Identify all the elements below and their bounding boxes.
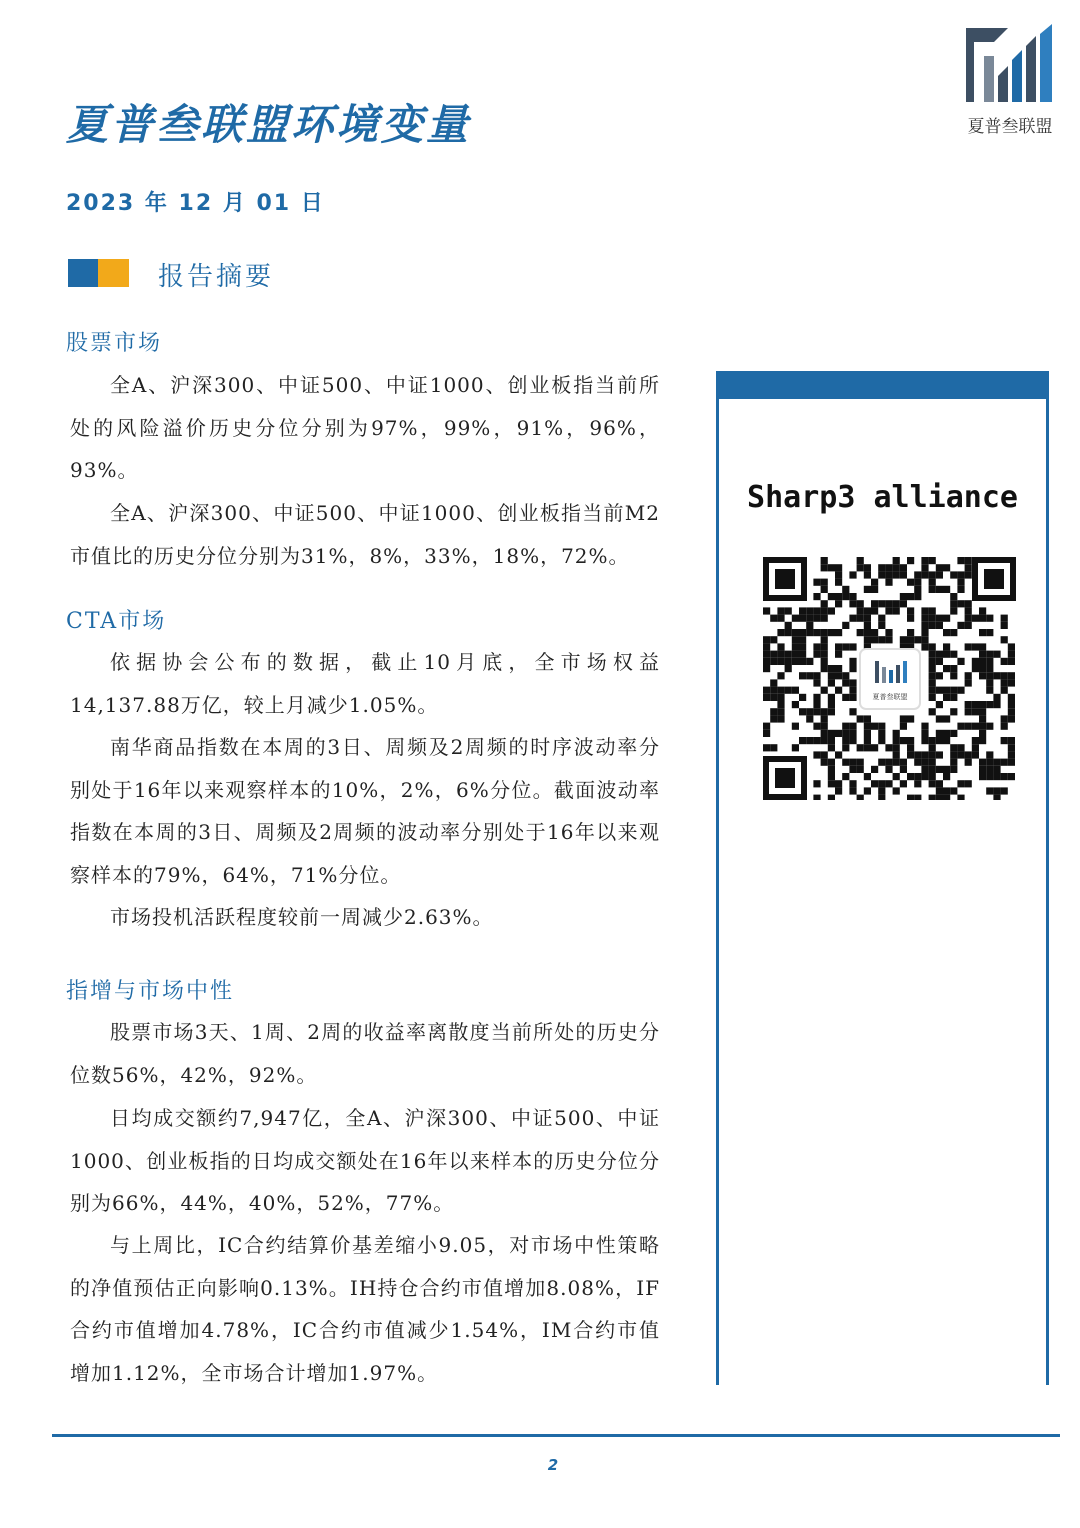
sidebar-panel	[716, 371, 1049, 1385]
neutral-paragraph-3: 与上周比，IC合约结算价基差缩小9.05，对市场中性策略的净值预估正向影响0.13%。IH持仓合约市值增加8.08%，IF合约市值增加4.78%，IC合约市值减少1.54%，IM合约市值增加1.12%，全市场合计增加1.97%。	[70, 1233, 660, 1385]
logo-text: 夏普叁联盟	[967, 117, 1053, 137]
cta-paragraph-3: 市场投机活跃程度较前一周减少2.63%。	[110, 905, 494, 929]
qr-finder-top-right	[972, 557, 1016, 601]
summary-color-bar	[68, 259, 129, 287]
stock-paragraph-1: 全A、沪深300、中证500、中证1000、创业板指当前所处的风险溢价历史分位分别为97%，99%，91%，96%，93%。	[70, 373, 660, 482]
neutral-paragraph-1: 股票市场3天、1周、2周的收益率离散度当前所处的历史分位数56%，42%，92%。	[70, 1020, 660, 1087]
cta-paragraph-2: 南华商品指数在本周的3日、周频及2周频的时序波动率分别处于16年以来观察样本的10%，2%，6%分位。截面波动率指数在本周的3日、周频及2周频的波动率分别处于16年以来观察样本的79%，64%，71%分位。	[70, 735, 660, 887]
page-number: 2	[547, 1456, 559, 1474]
footer-divider	[52, 1434, 1060, 1437]
report-date: 2023 年 12 月 01 日	[66, 191, 325, 216]
stock-paragraph-2: 全A、沪深300、中证500、中证1000、创业板指当前M2市值比的历史分位分别为31%，8%，33%，18%，72%。	[70, 501, 660, 568]
section-heading-neutral: 指增与市场中性	[66, 979, 235, 1004]
summary-bar-orange	[98, 259, 129, 287]
qr-center-logo	[860, 649, 920, 709]
section-heading-cta: CTA市场	[66, 609, 167, 634]
qr-logo-label: 夏普叁联盟	[872, 693, 908, 701]
sidebar-top-bar	[719, 371, 1046, 399]
neutral-paragraph-2: 日均成交额约7,947亿，全A、沪深300、中证500、中证1000、创业板指的日均成交额处在16年以来样本的历史分位分别为66%，44%，40%，52%，77%。	[70, 1106, 660, 1215]
summary-bar-blue	[68, 259, 98, 287]
summary-title: 报告摘要	[158, 262, 275, 292]
cta-paragraph-1: 依据协会公布的数据，截止10月底，全市场权益14,137.88万亿，较上月减少1.05%。	[70, 650, 660, 717]
section-heading-stock: 股票市场	[66, 331, 163, 356]
page-title: 夏普叁联盟环境变量	[66, 100, 472, 149]
qr-finder-top-left	[763, 557, 807, 601]
qr-finder-bottom-left	[763, 756, 807, 800]
sidebar-brand-name: Sharp3 alliance	[747, 480, 1018, 515]
qr-code[interactable]	[763, 557, 1016, 800]
